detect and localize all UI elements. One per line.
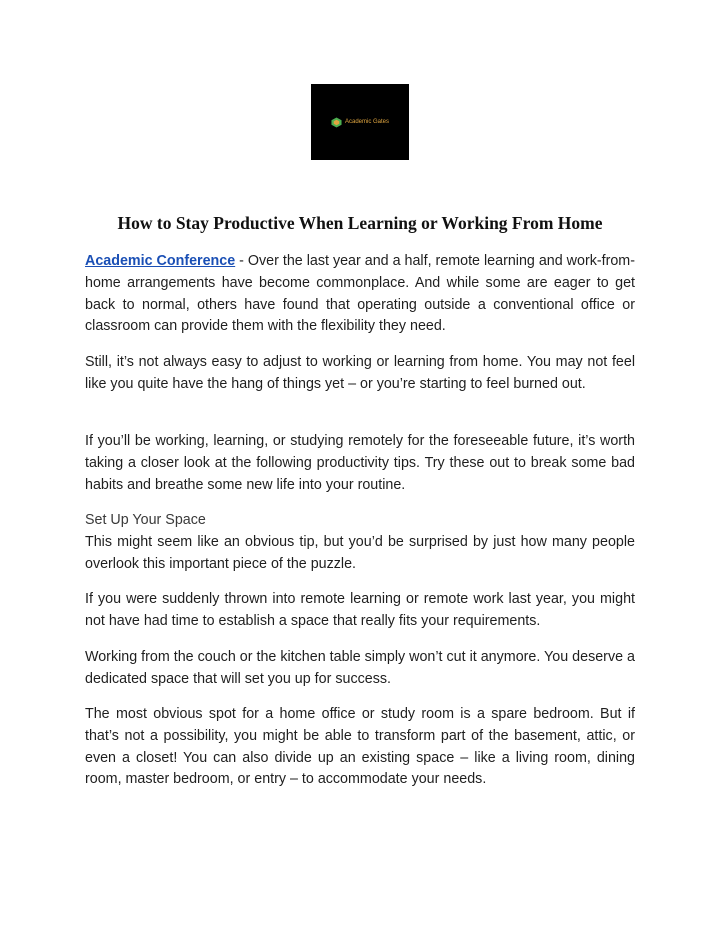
page-title: How to Stay Productive When Learning or Working From Home — [117, 213, 603, 233]
paragraph-home-office: The most obvious spot for a home office or study room is a spare bedroom. But if that’s not a possibility, you might be able to transform part of the basement, attic, or even a closet! You can also divide up an existing space – like a living room, dining room, master bedroom, or entry – to accommodate your needs. — [85, 706, 635, 788]
paragraph-obvious-tip: This might seem like an obvious tip, but you’d be surprised by just how many people overlook this important piece of the puzzle. — [85, 534, 635, 572]
logo-mark-icon — [331, 117, 342, 128]
intro-text: - Over the last year and a half, remote learning and work-from-home arrangements have become commonplace. And while some are eager to get back to normal, others have found that operating outside a conventional office or classroom can provide them with the flexibility they need. — [85, 253, 635, 335]
paragraph-adjusting: Still, it’s not always easy to adjust to working or learning from home. You may not feel like you quite have the hang of things yet – or you’re starting to feel burned out. — [85, 354, 635, 392]
paragraph-productivity-tips: If you’ll be working, learning, or studying remotely for the foreseeable future, it’s worth taking a closer look at the following productivity tips. Try these out to break some bad habits and breathe some new life into your routine. — [85, 433, 635, 493]
logo-text: Academic Gates — [344, 119, 390, 125]
logo — [311, 84, 409, 160]
intro-paragraph — [85, 251, 635, 338]
paragraph-remote-space: If you were suddenly thrown into remote learning or remote work last year, you might not have had time to establish a space that really fits your requirements. — [85, 591, 635, 629]
academic-conference-link[interactable]: Academic Conference — [85, 253, 236, 269]
paragraph-dedicated-space: Working from the couch or the kitchen table simply won’t cut it anymore. You deserve a dedicated space that will set you up for success. — [85, 649, 635, 687]
section-heading: Set Up Your Space — [85, 512, 206, 528]
